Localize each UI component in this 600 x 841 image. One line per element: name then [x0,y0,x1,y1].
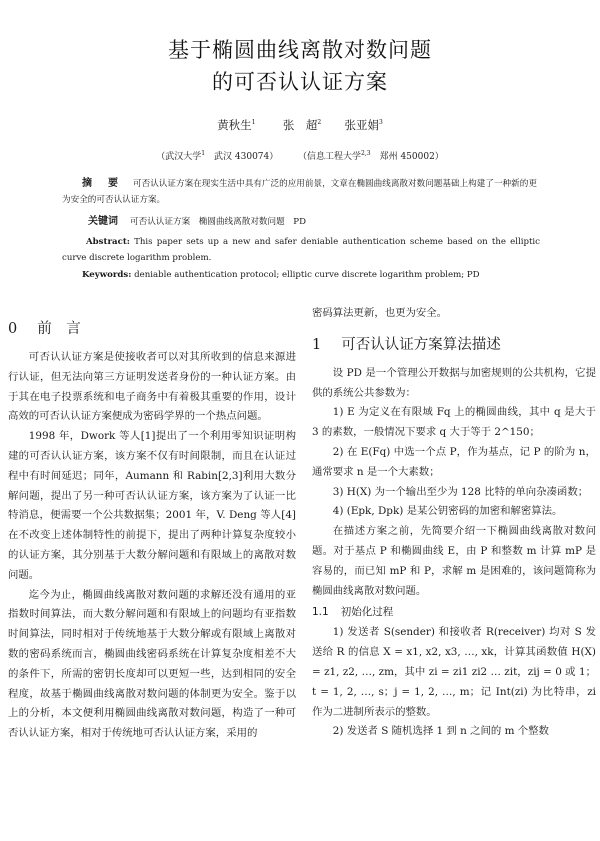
section-heading-0 [8,318,296,340]
author-name: 黄秋生 [217,118,252,132]
list-item: 1) E 为定义在有限域 Fq 上的椭圆曲线，其中 q 是大于 3 的素数，一般情况下要求 q 大于等于 2^150； [312,406,596,439]
left-column [8,318,296,744]
author-sup: 2 [317,119,322,127]
paragraph: 2) 发送者 S 随机选择 1 到 n 之间的 m 个整数 [332,725,549,738]
affiliations [0,149,600,162]
section-heading-1 [312,334,596,356]
author-name: 张亚娟 [344,118,379,132]
section-number: 0 [8,321,18,337]
paragraph: 迄今为止，椭圆曲线离散对数问题的求解还没有通用的亚指数时间算法，而大数分解问题和有限域上的问题均有亚指数时间算法，同时相对于传统地基于大数分解或有限域上离散对数的密码系统而言，椭圆曲线密码系统在计算复杂度相差不大的条件下，所需的密钥长度却可以更短一些，达到相同的安全程度，故基于椭圆曲线离散对数问题的体制更为安全。鉴于以上的分析，本文便利用椭圆曲线离散对数问题，构造了一种可否认认证方案，相对于传统地可否认认证方案，采用的 [8,588,296,740]
affiliation-2-city: 郑州 450002） [370,152,444,162]
paragraph: 可否认认证方案是使接收者可以对其所收到的信息来源进行认证，但无法向第三方证明发送者身份的一种认证方案。由于其在电子投票系统和电子商务中有着极其重要的作用，设计高效的可否认认证方案便成为密码学界的一个热点问题。 [8,351,296,423]
subsection-heading [312,601,596,623]
keywords-cn-label: 关键词 [88,216,118,227]
subsection-number: 1.1 [312,606,329,619]
section-title: 前 言 [37,321,81,337]
abstract-cn-label: 摘 要 [82,178,121,189]
paragraph: 设 PD 是一个管理公开数据与加密规则的公共机构，它提供的系统公共参数为： [312,366,596,399]
list-item: 4) (Epk, Dpk) 是某公钥密码的加密和解密算法。 [332,505,563,518]
keywords-en-label: Keywords: [82,270,132,280]
subsection-title: 初始化过程 [340,606,394,619]
author-name: 张 超 [282,118,318,132]
affiliation-1-sup: 1 [201,150,206,157]
author-list [0,117,600,133]
keywords-cn [62,212,540,227]
affiliation-1-city: 武汉 430074） [205,152,279,162]
keywords-en-text: deniable authentication protocol; elliptic curve discrete logarithm problem; PD [134,270,480,280]
paragraph: 在描述方案之前，先简要介绍一下椭圆曲线离散对数问题。对于基点 P 和椭圆曲线 E，由 P 和整数 m 计算 mP 是容易的，而已知 mP 和 P，求解 m 是困难的，该问题简称为椭圆曲线离散对数问题。 [312,525,596,597]
paragraph: 1) 发送者 S(sender) 和接收者 R(receiver) 均对 S 发送给 R 的信息 X = x1, x2, x3, …, xk，计算其函数值 H(X) = z1, z2, …, zm，其中 zi = zi1 zi2 … zit，zij = 0 或 1；t = 1, 2, …, s；j = 1, 2, …, m；记 Int(zi) 为比特串，zi 作为二进制所表示的整数。 [312,626,596,718]
affiliation-1: （武汉大学 [156,152,202,162]
author-sup: 1 [251,119,256,127]
paper-title-line2: 的可否认认证方案 [212,70,388,94]
affiliation-2: （信息工程大学 [298,152,362,162]
abstract-cn-text: 可否认认证方案在现实生活中具有广泛的应用前景，文章在椭圆曲线离散对数问题基础上构建了一种新的更为安全的可否认认证方案。 [62,179,537,205]
keywords-en [82,270,542,280]
section-number: 1 [312,336,322,353]
affiliation-2-sup: 2,3 [361,150,371,157]
list-item: 2) 在 E(Fq) 中选一个点 P，作为基点，记 P 的阶为 n，通常要求 n 是一个大素数； [312,445,596,478]
paragraph: 1998 年，Dwork 等人[1]提出了一个利用零知识证明构建的可否认认证方案，该方案不仅有时间限制，而且在认证过程中有时间延迟；同年，Aumann 和 Rabin[2,3]利用大数分解问题，提出了另一种可否认认证方案，该方案为了认证一比特消息，便需要一个公共数据集；2001 年，V. Deng 等人[4]在不改变上述体制特性的前提下，提出了两种计算复杂度较小的认证方案，其分别基于大数分解问题和有限域上的离散对数问题。 [8,430,296,581]
paragraph-continued: 密码算法更新，也更为安全。 [312,307,448,319]
abstract-cn [62,176,540,208]
list-item: 3) H(X) 为一个输出至少为 128 比特的单向杂凑函数； [332,485,589,498]
abstract-en-label: Abstract: [86,237,130,247]
keywords-cn-text: 可否认认证方案 椭圆曲线离散对数问题 PD [130,217,306,227]
abstract-en-text: This paper sets up a new and safer deniable authentication scheme based on the elliptic curve discrete logarithm problem. [62,237,540,263]
abstract-en [62,234,540,266]
author-sup: 3 [378,119,383,127]
paper-title-line1: 基于椭圆曲线离散对数问题 [168,38,432,62]
right-column [312,304,596,742]
section-title: 可否认认证方案算法描述 [341,336,501,353]
